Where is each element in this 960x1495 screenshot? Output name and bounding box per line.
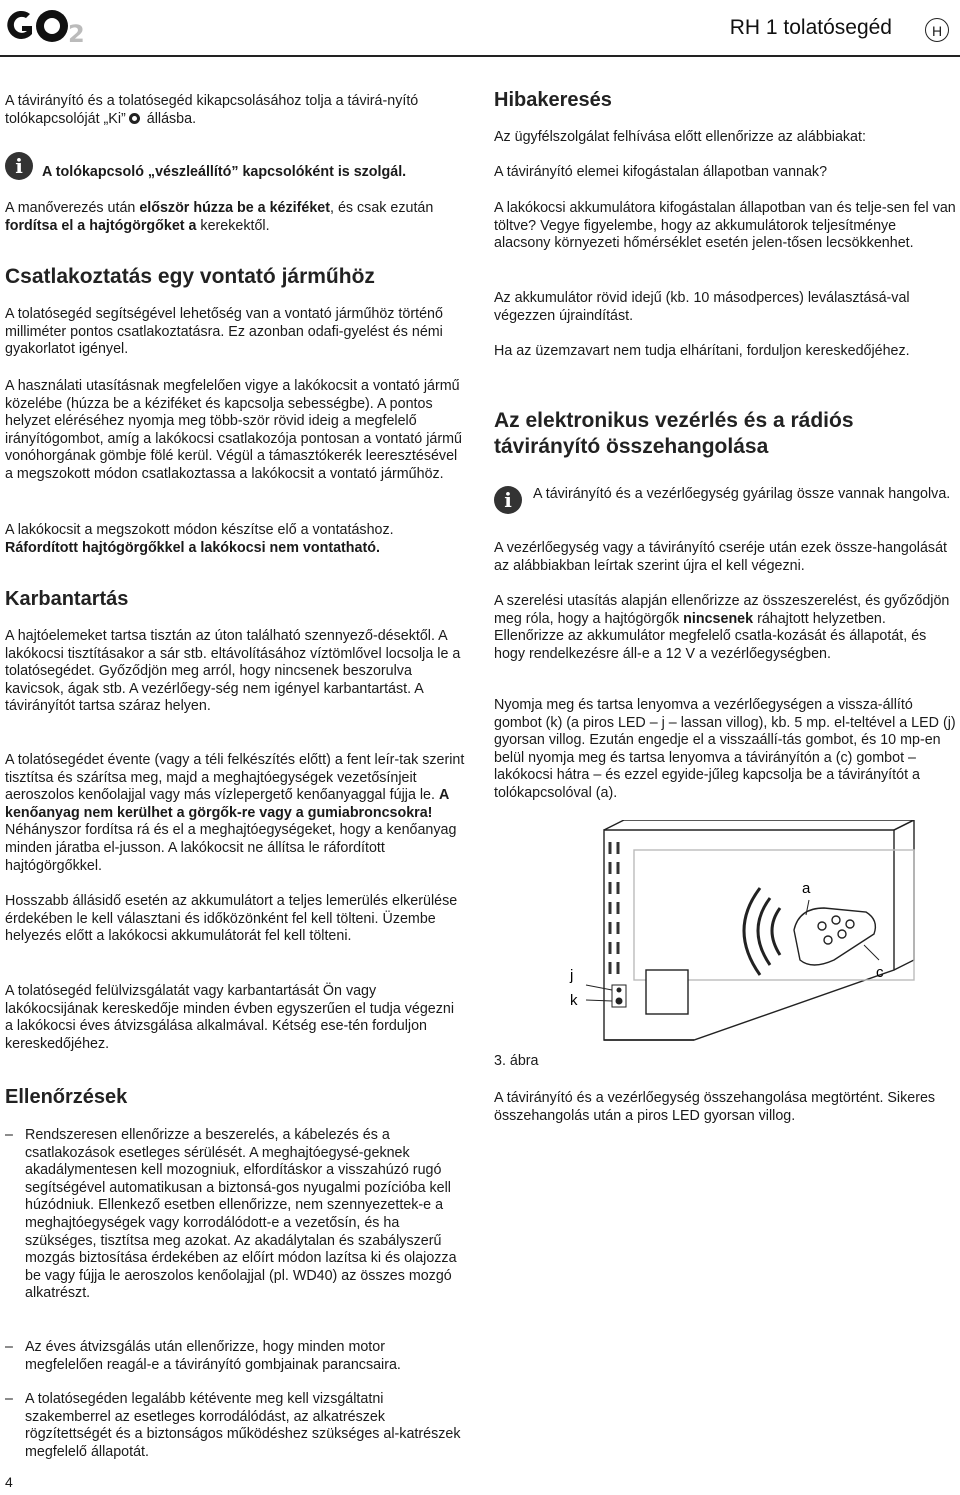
figure-3 [494, 820, 956, 1069]
heading-checks: Ellenőrzések [5, 1086, 128, 1108]
page-title: RH 1 tolatósegéd [729, 16, 892, 39]
heading-troubleshooting: Hibakeresés [494, 89, 612, 111]
figure-caption: 3. ábra [494, 1053, 539, 1069]
maneuver-paragraph: A manőverezés után először húzza be a kéziféket, és csak ezután fordítsa el a hajtógörgőket a kerekektől. [5, 200, 434, 234]
label-j: j [570, 967, 574, 984]
trouble-intro: Az ügyfélszolgálat felhívása előtt ellenőrizze az alábbiakat: [494, 129, 866, 145]
connect-paragraph-2: A használati utasításnak megfelelően vigye a lakókocsit a vontató jármű közelébe (húzza be a kéziféket és kapcsolja sebességbe). A pontos helyzet eléréséhez nyomja meg több-ször rövid ideig a megfelelő irányítógombot, amíg a lakókocsi csatlakozója pontosan a vontató jármű vonóhorgának gömbje fölé kerül. Végül a támasztókerék leeresztésével a megszokott módon csatlakoztassa a lakókocsit a vontató járműhöz. [5, 378, 462, 482]
led-indicator [617, 988, 622, 993]
info-icon: i [5, 152, 33, 180]
heading-pairing: Az elektronikus vezérlés és a rádiós távirányító összehangolása [494, 409, 854, 458]
connect-paragraph-1: A tolatósegéd segítségével lehetőség van a vontató járműhöz történő milliméter pontos csatlakoztatásra. Ez azonban odafi-gyelést és némi gyakorlatot igényel. [5, 306, 443, 358]
connect-paragraph-3: A lakókocsit a megszokott módon készítse elő a vontatáshoz. Ráfordított hajtógörgőkkel a lakókocsi nem vontatható. [5, 522, 394, 556]
check-item: – Az éves átvizsgálás után ellenőrizze, hogy minden motor megfelelően reagál-e a távirányító gombjainak parancsaira. [5, 1339, 401, 1373]
check-item: – A tolatósegéden legalább kétévente meg kell vizsgáltatni szakemberrel az esetleges korrodálódást, az alkatrészek rögzítettségét és a biztonságos működéshez szükséges al-katrészek megfelelő állapotát. [5, 1391, 461, 1460]
maintenance-paragraph-1: A hajtóelemeket tartsa tisztán az úton található szennyező-désektől. A lakókocsi tisztításakor a sár stb. eltávolításához víztömlővel locsolja le a tolatósegédet. Győződjön meg arról, hogy nincsenek beszorulva kavicsok, ágak stb. A vezérlőegy-ség nem igényel karbantartást. A távirányítót tartsa száraz helyen. [5, 628, 461, 715]
info-icon: i [494, 486, 522, 514]
label-k: k [570, 992, 578, 1009]
pairing-paragraph-3: Nyomja meg és tartsa lenyomva a vezérlőegységen a vissza-állító gombot (k) (a piros LED – j – lassan villog), kb. 5 mp. el-teltével a LED (j) gyorsan villog. Ezután engedje el a visszaállí-tás gombot, és 10 mp-en belül nyomja meg és tartsa lenyomva a távirányítón a (c) gombot – lakókocsi hátra – és ezzel egyide-jűleg kapcsolja be a távirányítót a tolókapcsolóval (a). [494, 697, 956, 801]
maintenance-paragraph-3: Hosszabb állásidő esetén az akkumulátort a teljes lemerülés elkerülése érdekében le kell választani és időközönként fel kell tölteni. Üzembe helyezés előtt a lakókocsi akkumulátorát fel kell tölteni. [5, 893, 458, 945]
reset-button [616, 998, 623, 1005]
label-a: a [802, 880, 811, 897]
brand-logo [2, 6, 94, 46]
heading-maintenance: Karbantartás [5, 588, 129, 610]
trouble-item: Ha az üzemzavart nem tudja elhárítani, forduljon kereskedőjéhez. [494, 343, 910, 359]
power-off-icon [129, 113, 140, 124]
trouble-item: Az akkumulátor rövid idejű (kb. 10 másodperces) leválasztásá-val végezzen újraindítást. [494, 290, 910, 324]
intro-paragraph: A távirányító és a tolatósegéd kikapcsolásához tolja a távirá-nyító tolókapcsolóját „Ki” állásba. [5, 93, 419, 127]
pairing-paragraph-2: A szerelési utasítás alapján ellenőrizze az összeszerelést, és győződjön meg róla, hogy a hajtógörgők nincsenek ráhajtott helyzetben. Ellenőrizze az akkumulátor megfelelő csatla-kozását és állapotát, és hogy rendelkezésre áll-e a 12 V a vezérlőegységben. [494, 593, 950, 662]
maintenance-paragraph-2: A tolatósegédet évente (vagy a téli felkészítés előtt) a fent leír-tak szerint tisztítsa és szárítsa meg, majd a meghajtóegységek vezetősínjeit aeroszolos kenőolajjal vagy más vízlepergető kenőanyaggal fújja le. A kenőanyag nem kerülhet a görgők-re vagy a gumiabroncsokra! Néhányszor fordítsa rá és el a meghajtóegységeket, hogy a kenőanyag minden járatba el-jusson. A lakókocsit ne állítsa le ráfordított hajtógörgőkkel. [5, 752, 465, 874]
trouble-item: A távirányító elemei kifogástalan állapotban vannak? [494, 164, 828, 180]
pairing-illustration [494, 820, 956, 1060]
svg-text:2: 2 [68, 20, 85, 46]
heading-connect: Csatlakoztatás egy vontató járműhöz [5, 265, 375, 288]
trouble-item: A lakókocsi akkumulátora kifogástalan állapotban van és telje-sen fel van töltve? Vegye figyelembe, hogy az akkumulátorok teljesítménye alacsony környezeti hőmérséklet esetén jelen-tősen lecsökkenhet. [494, 200, 956, 252]
page-number: 4 [5, 1474, 13, 1490]
emergency-note: A tolókapcsoló „vészleállító” kapcsolóként is szolgál. [42, 164, 407, 180]
maintenance-paragraph-4: A tolatósegéd felülvizsgálatát vagy karbantartását Ön vagy lakókocsijának kereskedője minden évben egyszerűen el tudja végezni a lakókocsi éves átvizsgálása alkalmával. Kétség ese-tén forduljon kereskedőjéhez. [5, 983, 455, 1052]
pairing-paragraph-4: A távirányító és a vezérlőegység összehangolása megtörtént. Sikeres összehangolás után a piros LED gyorsan villog. [494, 1090, 936, 1124]
label-c: c [876, 964, 884, 981]
header-divider [0, 55, 960, 57]
pairing-paragraph-1: A vezérlőegység vagy a távirányító cseréje után ezek össze-hangolását az alábbiakban leírtak szerint újra el kell végezni. [494, 540, 947, 574]
language-badge: H [925, 18, 949, 42]
check-item: – Rendszeresen ellenőrizze a beszerelés, a kábelezés és a csatlakozások esetleges sérülését. A meghajtóegysé-geknek akadálymentesen kell mozogniuk, elfordításkor a visszahúzó rugó segítségével automatikusan a biztonsá-gos nyugalmi pozícióba kell húzódniuk. Ellenkező esetben ellenőrizze, nem szennyezettek-e a meghajtóegységek vagy korrodálódott-e a vezetősín, és ha szükséges, tisztítsa meg azokat. Az akadálytalan és szabályszerű mozgás biztosítása érdekében az előírt módon lazítsa ki és olajozza be vagy fújja le aeroszolos kenőolajjal (pl. WD40) az összes mozgó alkatrészt. [5, 1127, 457, 1302]
pairing-info-note: A távirányító és a vezérlőegység gyárilag össze vannak hangolva. [533, 486, 951, 502]
